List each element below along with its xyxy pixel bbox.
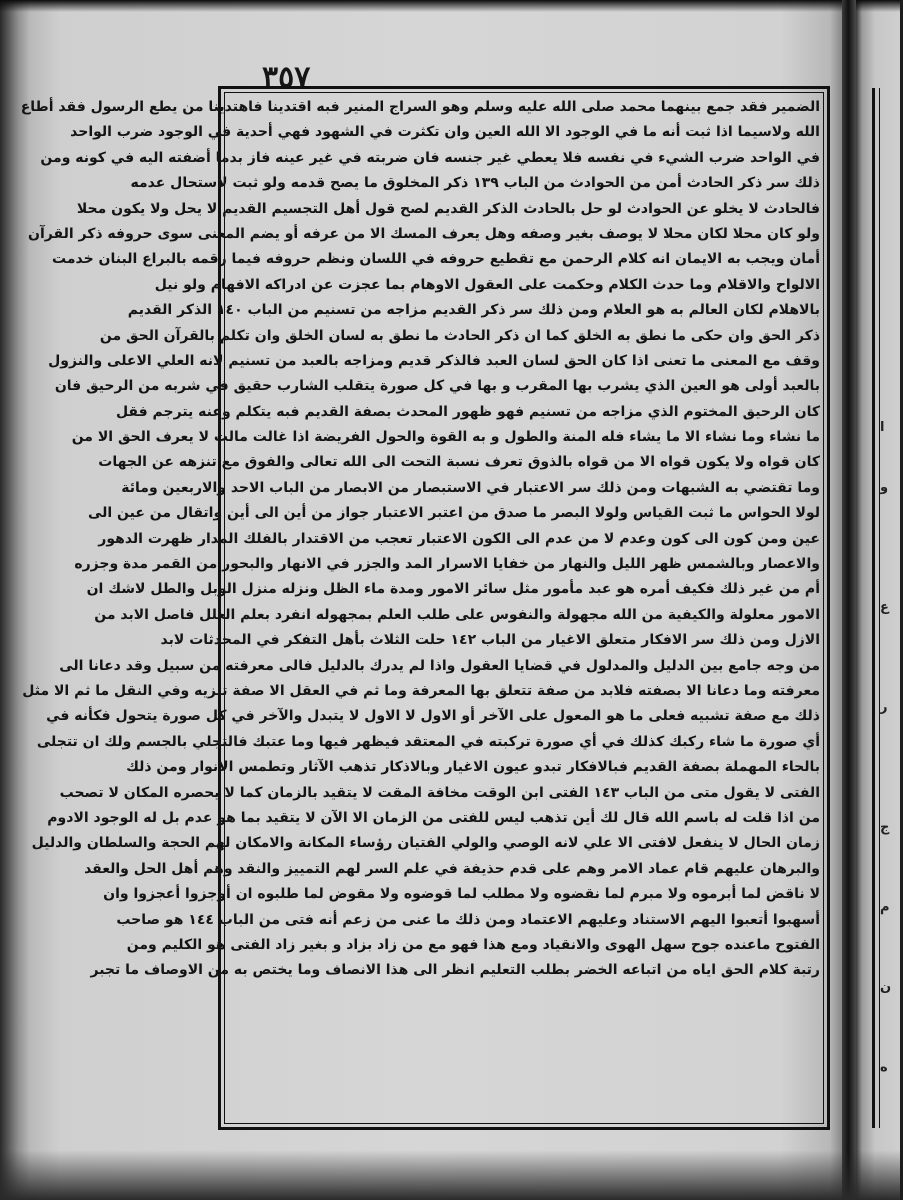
top-edge-shadow [0,0,900,12]
bottom-edge-shadow [0,1150,900,1200]
text-line: الالواح والاقلام وما حدث الكلام وحكمت على العقول الاوهام بما عجزت عن ادراكه الافهام ولو نيل [154,276,820,293]
text-line: الفتوح ماعنده جوح سهل الهوى والانقياد ومع هذا فهو مع من زاد بزاد و بغير زاد الفتى هو الكليم ومن [126,936,820,953]
text-line: لولا الحواس ما ثبت القياس ولولا البصر ما صدق من اعتبر الاعتبار جواز من أين الى أين واتقال من عين الى [87,505,820,522]
text-line: ولو كان محلا لكان محلا لا يوصف بغير وصفه وهل يعرف المسك الا من عرفه أو يضم المعنى سوى حروفه ذكر القرآن [28,225,820,242]
text-line: فالحادث لا يخلو عن الحوادث لو حل بالحادث الذكر القديم لصح قول أهل التجسيم القديم لا يحل ولا يكون محلا [76,200,820,217]
text-line: وقف مع المعنى ما تعنى اذا كان الحق لسان العبد فالذكر قديم ومزاجه بالعبد من تسنيم لانه العلي الاعلى والنزول [48,352,820,369]
page-number: ٣٥٧ [262,60,311,95]
text-line: وما تقتضي به الشبهات ومن ذلك سر الاعتبار في الاستبصار من الابصار من الباب الاحد والاربعين ومائة [121,479,820,496]
text-line: عين ومن كون الى كون وعدم لا من عدم الى الكون الاعتبار تعجب من الاقتدار بالفلك المدار ظهرت الدهور [98,530,820,547]
text-line: بالاهلام لكان العالم به هو العلام ومن ذلك سر ذكر القديم مزاجه من تسنيم من الباب ١٤٠ الذكر القديم [127,302,820,319]
text-line: لا ناقض لما أبرموه ولا مبرم لما نقضوه ولا مطلب لما قوضوه ولا مقوض لما طلبوه ان أوجزوا أعجزوا وان [103,886,820,903]
text-line: زمان الحال لا ينفعل لافتى الا علي لانه الوصي والولي الفتيان رؤساء المكانة والامكان لهم الحجة والسلطان والدليل [31,835,820,852]
text-line [230,984,820,1009]
text-line: رتبة كلام الحق اياه من اتباعه الخضر بطلب التعليم انظر الى هذا الانصاف وما يختص به من الاوصاف ما تجبر [90,962,820,979]
adjacent-page-fragment: ر [880,700,888,715]
text-line: كان قواه ولا يكون قواه الا من قواه بالذوق تعرف نسبة التحت الى الله تعالى والفوق مع تنزهه عن الجهات [98,454,820,471]
text-line: والاعصار وبالشمس ظهر الليل والنهار من خفايا الاسرار المد والجزر في الانهار والبحور من القمر مدة وجزره [74,556,820,573]
adjacent-page-fragment: ج [880,820,890,835]
text-line: الله ولاسيما اذا ثبت أنه ما في الوجود الا الله العين وان تكثرت في الشهود فهي أحدية في الوجود ضرب الواحد [70,124,820,141]
text-line: أمان ويجب به الايمان انه كلام الرحمن مع تقطيع حروفه في اللسان ونظم حروفه فيما رقمه بالبراع البنان خدمت [52,251,820,268]
text-line: ذكر الحق وان حكى ما نطق به الخلق كما ان ذكر الحادث ما نطق به لسان الخلق وان تكلم بالقرآن الحق من [99,327,820,344]
main-text-block [20,95,820,1120]
text-line: أي صورة ما شاء ركبك كذلك في أي صورة تركبته في المعتقد فيظهر فيها وما عتبك فالتجلي بالجسم ولك ان تتجلى [36,733,820,750]
text-line: أسهبوا أتعبوا اليهم الاستناد وعليهم الاعتماد ومن ذلك ما عنى من زعم أنه فتى من الباب ١٤٤ هو صاحب [116,911,820,928]
text-line: الفتى لا يقول متى من الباب ١٤٣ الفتى ابن الوقت مخافة المقت لا يتقيد بالزمان كما لا يحصره المكان لا تصحب [59,784,820,801]
text-line: ذلك مع صفة تشبيه فعلى ما هو المعول على الآخر أو الاول لا الاول لا يتبدل والآخر في كل صورة يتحول فكأنه في [46,708,820,725]
text-line: بالعبد أولى هو العين الذي يشرب بها المقرب و بها في كل صورة يتقلب الشارب حقيق في شربه من الرحيق فان [54,378,820,395]
text-line: في الواحد ضرب الشيء في نفسه فلا يعطي غير جنسه فان ضربته في غير عينه فاز بدما أضفته اليه في كونه ومن [40,149,820,166]
text-line: الامور معلولة والكيفية من الله مجهولة والنفوس على طلب العلم بمجهوله انفرد بعلم العلل فاصل الابد من [94,606,820,623]
text-line: والبرهان عليهم قام عماد الامر وهم على قدم حذيفة في علم السر لهم التمييز والنقد وهم أهل الحل والعقد [84,860,820,877]
adjacent-page-fragment: ن [880,980,892,995]
text-line: من اذا قلت له باسم الله قال لك أين تذهب ليس للفتى من الزمان الا الآن لا يتقيد بما هو عدم بل له الوجود الادوم [47,809,820,826]
text-line: من وجه جامع بين الدليل والمدلول في قضايا العقول واذا لم يدرك بالدليل فالى معرفته من سبيل وقد دعانا الى [59,657,820,674]
book-gutter [842,0,856,1200]
text-line: ما نشاء وما نشاء الا ما يشاء فله المنة والطول و به القوة والحول الفريضة اذا غالت مالت لا يعرف الحق الا من [71,429,820,446]
text-line: الضمير فقد جمع بينهما محمد صلى الله عليه وسلم وهو السراج المنير فبه اقتدينا فاهتدينا من يطع الرسول فقد أطاع [20,99,820,115]
text-line: معرفته وما دعانا الا بصفته فلابد من صفة تتعلق بها المعرفة وما ثم في العقل الا صفة تنزيه وفي النقل ما ثم الا مثل [22,682,820,699]
text-line: ذلك سر ذكر الحادث أمن من الحوادث من الباب ١٣٩ ذكر المخلوق ما يصح قدمه ولو ثبت لاستحال عدمه [130,175,820,192]
text-line: أم من غير ذلك فكيف أمره هو عبد مأمور مثل سائر الامور ومدة ماء الظل ونزله منزل الوبل والطل لاشك ان [86,581,820,598]
text-line: الازل ومن ذلك سر الافكار متعلق الاغيار من الباب ١٤٢ حلت الثلاث بأهل التفكر في المحدثات لابد [160,632,820,649]
text-line: بالحاء المهملة بصفة القديم فبالافكار تبدو عيون الاغيار وبالاذكار تذهب الآثار وتطمس الانوار ومن ذلك [126,759,820,776]
adjacent-page-fragment: ا [880,420,885,435]
adjacent-page-fragment: ه [880,1060,888,1075]
text-line: كان الرحيق المختوم الذي مزاجه من تسنيم فهو ظهور المحدث بصفة القديم فبه يتكلم وعنه يترجم فقل [115,403,820,420]
adjacent-page-fragment: و [880,480,889,495]
adjacent-page-fragment: ع [880,600,889,615]
adjacent-page-fragment: م [880,900,890,915]
